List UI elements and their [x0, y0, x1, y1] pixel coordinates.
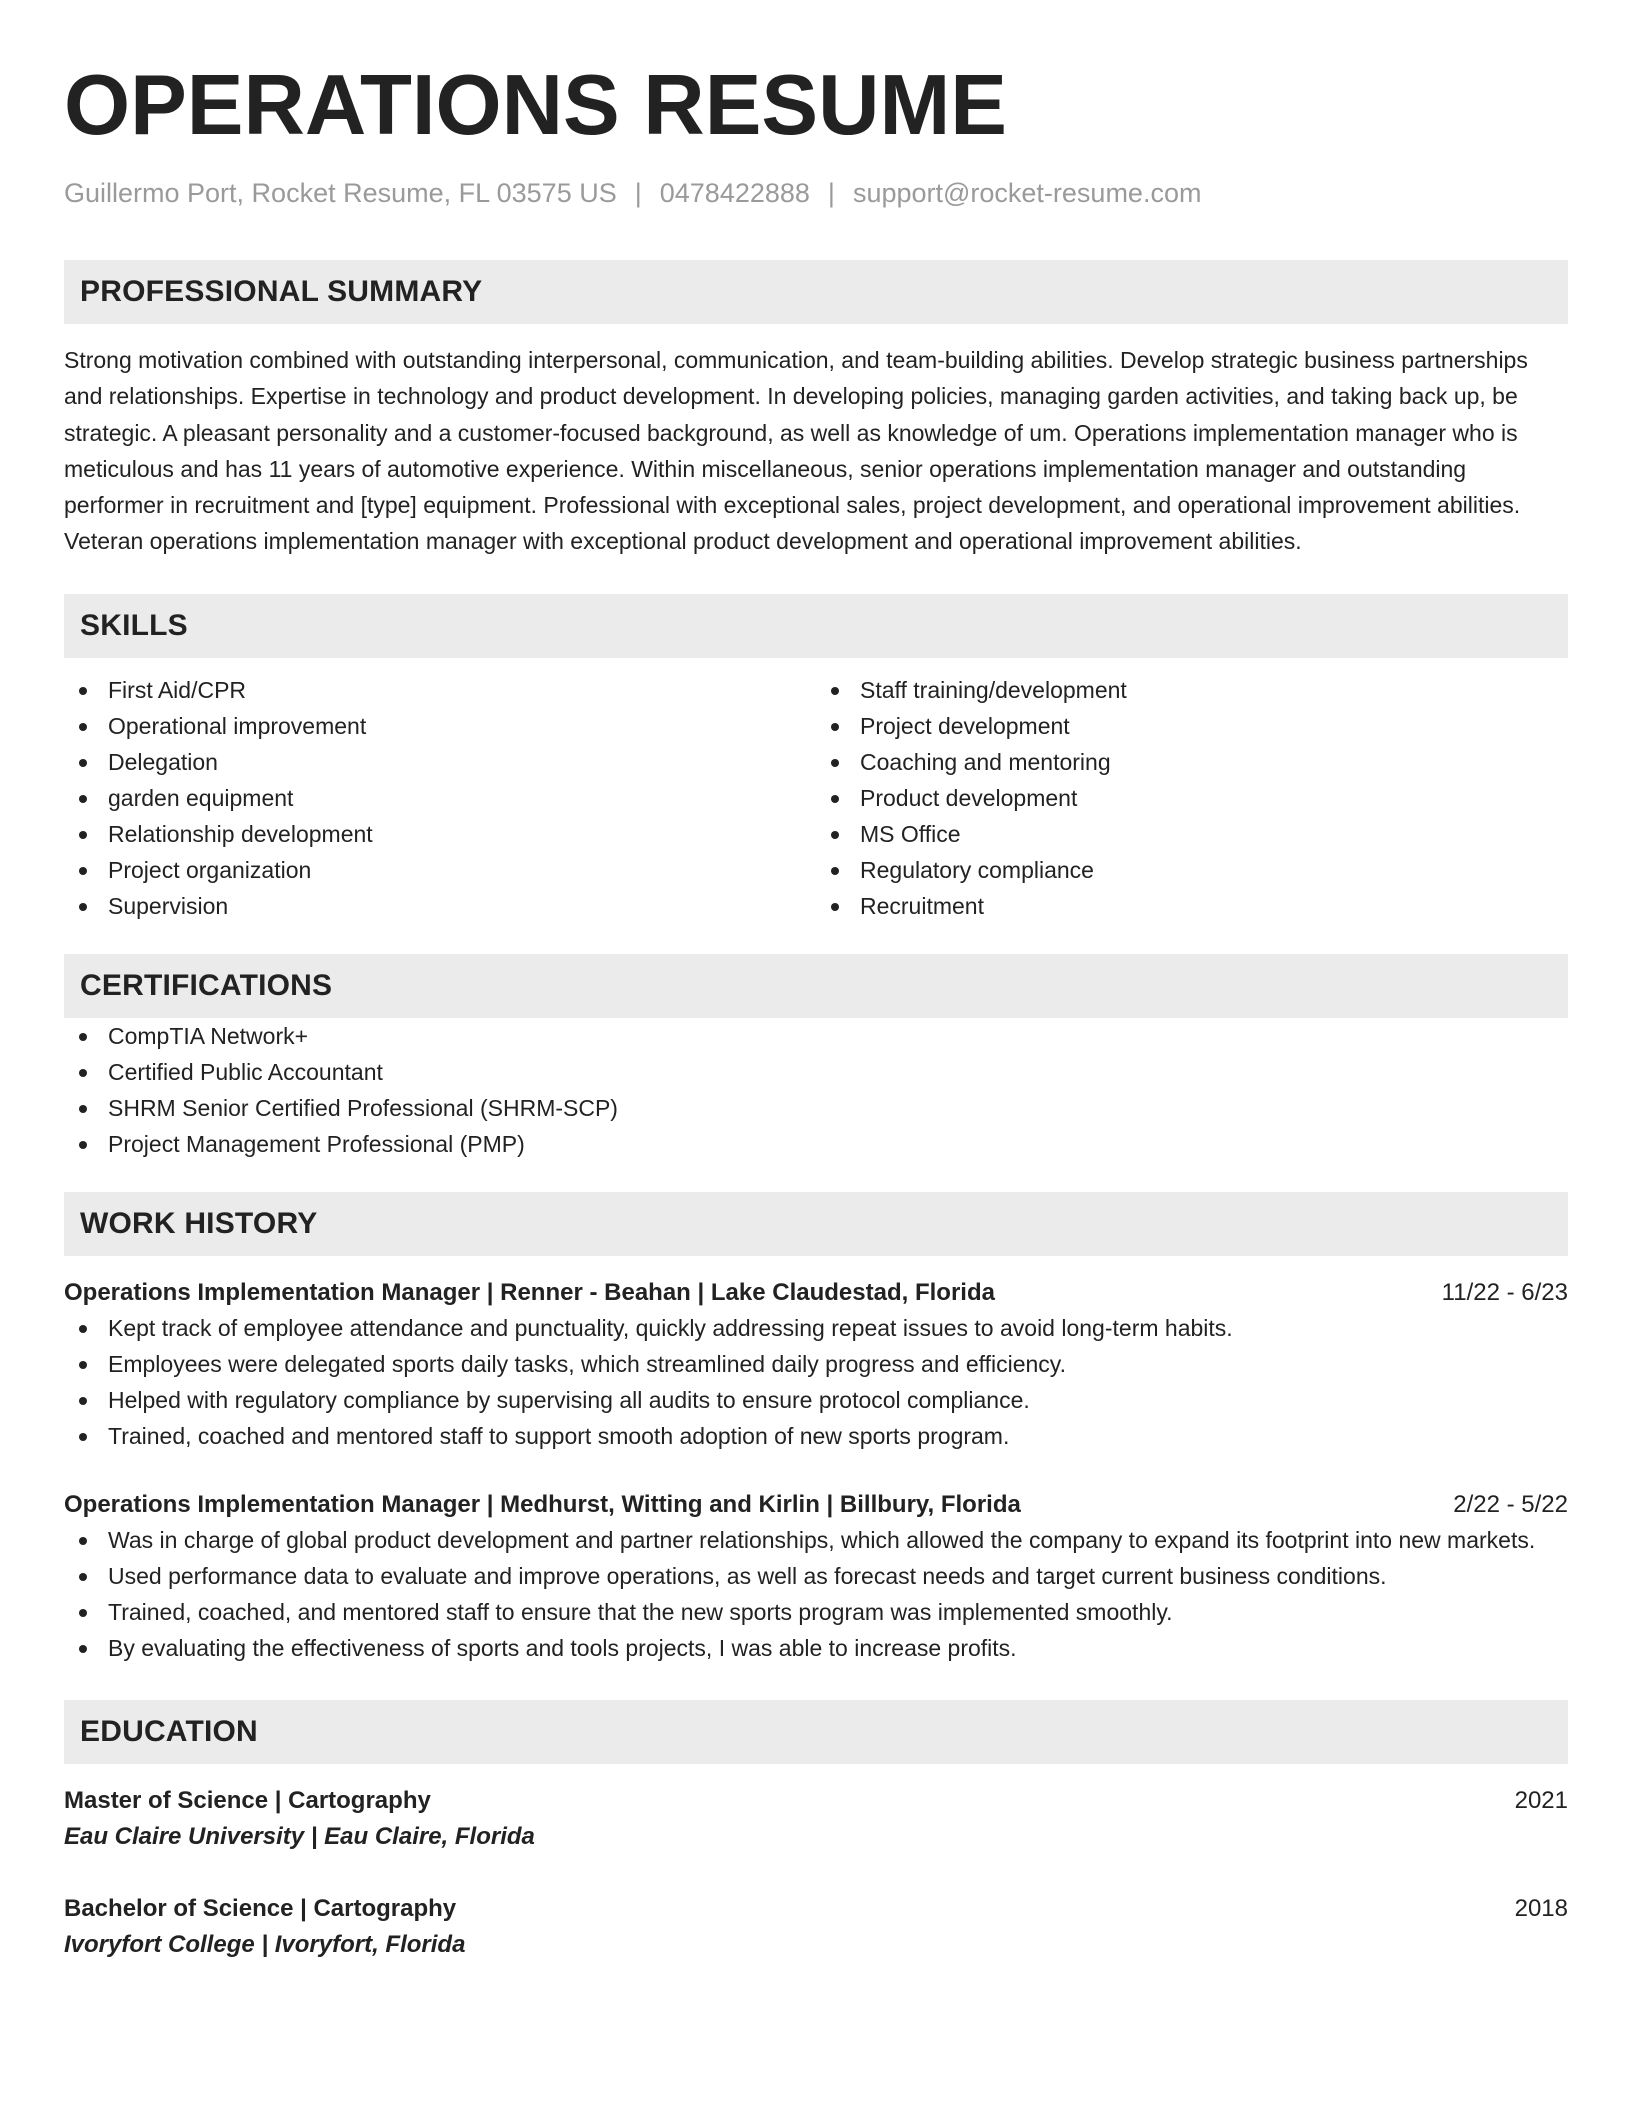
resume-title: OPERATIONS RESUME: [64, 58, 1007, 153]
job-dates: 2/22 - 5/22: [1453, 1490, 1568, 1518]
education-degree: Master of Science | Cartography: [64, 1786, 431, 1814]
job-bullet: Helped with regulatory compliance by supervising all audits to ensure protocol compliance.: [64, 1382, 1568, 1418]
contact-separator: |: [827, 178, 835, 208]
job-bullet: Was in charge of global product development and partner relationships, which allowed the company to expand its footprint into new markets.: [64, 1522, 1568, 1558]
job-bullets: [64, 1310, 1568, 1454]
education-school: Ivoryfort College | Ivoryfort, Florida: [64, 1930, 466, 1958]
section-heading-skills: SKILLS: [64, 594, 1568, 658]
job-bullet: Trained, coached and mentored staff to support smooth adoption of new sports program.: [64, 1418, 1568, 1454]
certification-item: SHRM Senior Certified Professional (SHRM-SCP): [64, 1090, 1568, 1126]
job-entry: [64, 1276, 1568, 1454]
skill-item: Delegation: [64, 744, 816, 780]
skill-item: MS Office: [816, 816, 1568, 852]
job-title: Operations Implementation Manager | Renner - Beahan | Lake Claudestad, Florida: [64, 1278, 995, 1306]
certification-item: Project Management Professional (PMP): [64, 1126, 1568, 1162]
job-bullets: [64, 1522, 1568, 1666]
education-year: 2021: [1514, 1786, 1568, 1814]
contact-email: support@rocket-resume.com: [852, 178, 1202, 208]
section-heading-summary: PROFESSIONAL SUMMARY: [64, 260, 1568, 324]
summary-text: Strong motivation combined with outstanding interpersonal, communication, and team-building abilities. Develop strategic business partnerships and relationships. Expertise in technology and product development. In developing policies, managing garden activities, and taking back up, be strategic. A pleasant personality and a customer-focused background, as well as knowledge of um. Operations implementation manager who is meticulous and has 11 years of automotive experience. Within miscellaneous, senior operations implementation manager and outstanding performer in recruitment and [type] equipment. Professional with exceptional sales, project development, and operational improvement abilities. Veteran operations implementation manager with exceptional product development and operational improvement abilities.: [64, 347, 1528, 555]
skill-item: Project development: [816, 708, 1568, 744]
education-year: 2018: [1514, 1894, 1568, 1922]
skill-item: Supervision: [64, 888, 816, 924]
contact-address: Guillermo Port, Rocket Resume, FL 03575 US: [64, 178, 617, 208]
job-bullet: Trained, coached, and mentored staff to ensure that the new sports program was implemented smoothly.: [64, 1594, 1568, 1630]
education-header: [64, 1892, 1568, 1926]
education-entry: [64, 1892, 1568, 1964]
skill-item: Product development: [816, 780, 1568, 816]
certification-item: Certified Public Accountant: [64, 1054, 1568, 1090]
skill-item: First Aid/CPR: [64, 672, 816, 708]
skills-left-column: [64, 672, 816, 924]
job-header: [64, 1488, 1568, 1522]
skills-right-column: [816, 672, 1568, 924]
job-bullet: Employees were delegated sports daily tasks, which streamlined daily progress and efficiency.: [64, 1346, 1568, 1382]
certifications-list: [64, 1018, 1568, 1162]
section-heading-work-history: WORK HISTORY: [64, 1192, 1568, 1256]
education-school: Eau Claire University | Eau Claire, Florida: [64, 1822, 535, 1850]
job-bullet: Kept track of employee attendance and punctuality, quickly addressing repeat issues to avoid long-term habits.: [64, 1310, 1568, 1346]
skill-item: Coaching and mentoring: [816, 744, 1568, 780]
skill-item: Operational improvement: [64, 708, 816, 744]
job-bullet: Used performance data to evaluate and improve operations, as well as forecast needs and target current business conditions.: [64, 1558, 1568, 1594]
section-heading-education: EDUCATION: [64, 1700, 1568, 1764]
education-entry: [64, 1784, 1568, 1856]
job-entry: [64, 1488, 1568, 1666]
skill-item: Recruitment: [816, 888, 1568, 924]
section-heading-certifications: CERTIFICATIONS: [64, 954, 1568, 1018]
contact-line: [64, 176, 1568, 210]
contact-separator: |: [634, 178, 642, 208]
skill-item: Project organization: [64, 852, 816, 888]
certification-item: CompTIA Network+: [64, 1018, 1568, 1054]
skill-item: Staff training/development: [816, 672, 1568, 708]
contact-phone: 0478422888: [659, 178, 810, 208]
skill-item: Regulatory compliance: [816, 852, 1568, 888]
job-header: [64, 1276, 1568, 1310]
job-title: Operations Implementation Manager | Medhurst, Witting and Kirlin | Billbury, Florida: [64, 1490, 1021, 1518]
skill-item: Relationship development: [64, 816, 816, 852]
skills-grid: [64, 672, 1568, 924]
education-degree: Bachelor of Science | Cartography: [64, 1894, 457, 1922]
job-bullet: By evaluating the effectiveness of sports and tools projects, I was able to increase profits.: [64, 1630, 1568, 1666]
job-dates: 11/22 - 6/23: [1441, 1278, 1568, 1306]
education-header: [64, 1784, 1568, 1818]
skill-item: garden equipment: [64, 780, 816, 816]
